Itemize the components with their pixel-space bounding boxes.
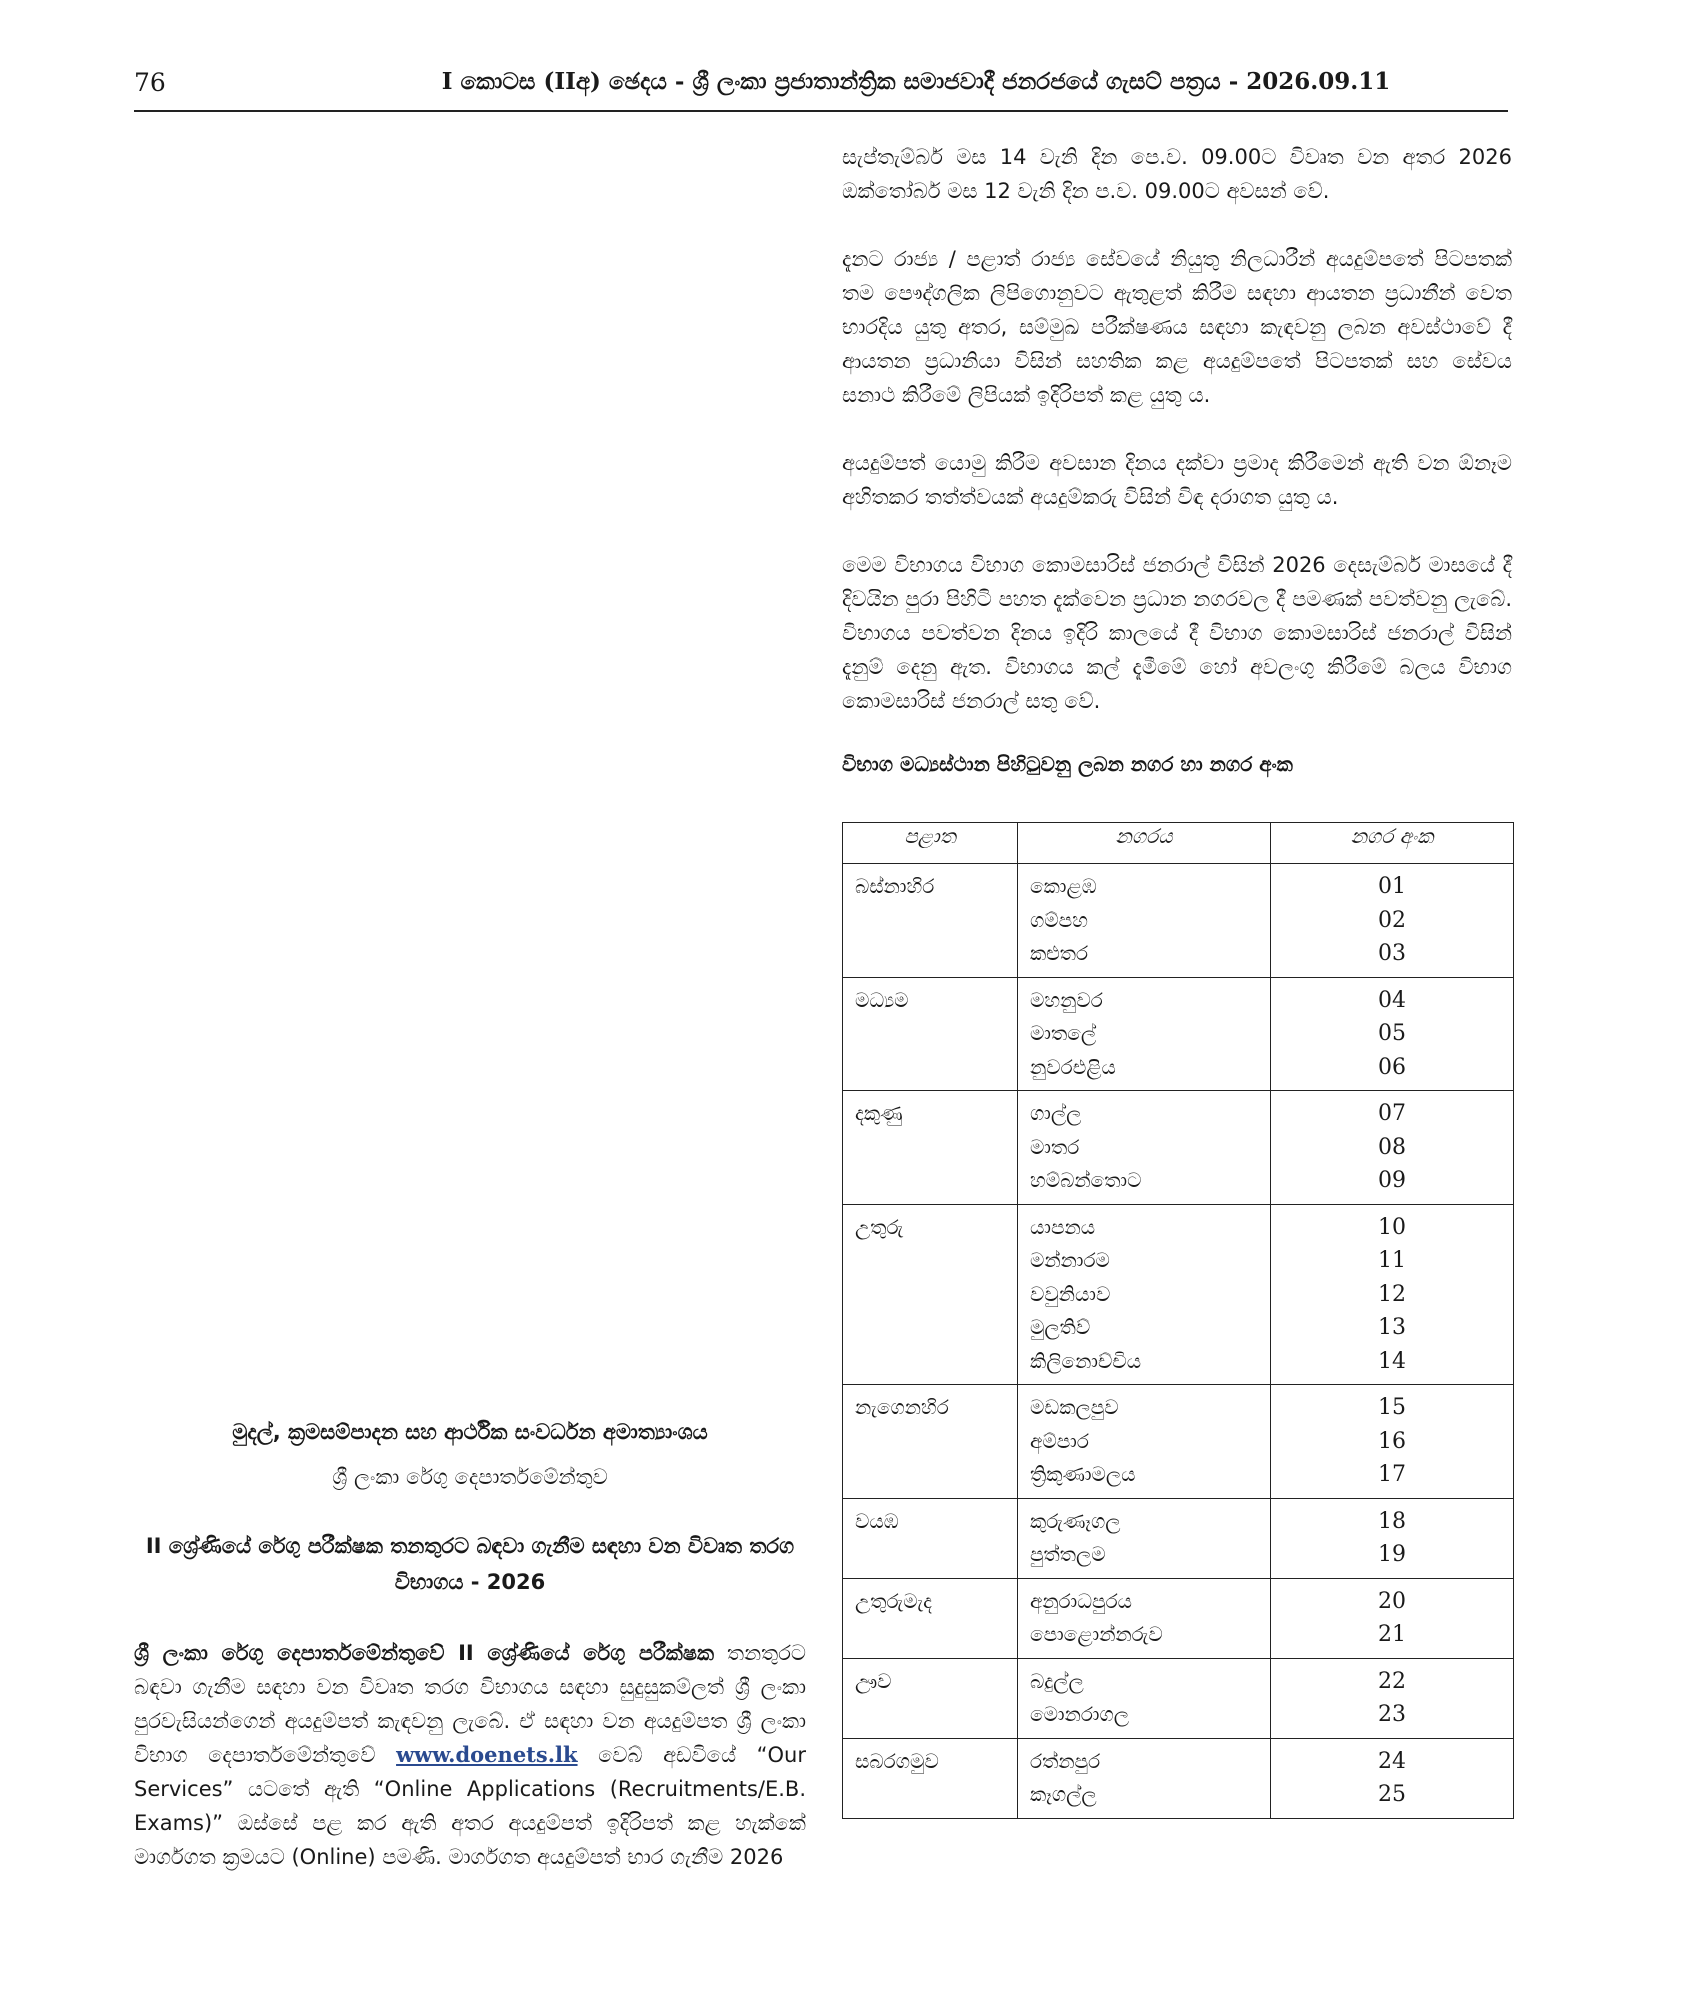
city-name: මාතලේ (1030, 1021, 1097, 1045)
city-code: 17 (1378, 1462, 1406, 1487)
table-row (843, 1658, 1514, 1738)
province-cell: උතුරුමැද (843, 1578, 1018, 1658)
city-code: 15 (1378, 1395, 1406, 1420)
exam-centres-table-body (843, 864, 1514, 1819)
city-code-cell (1271, 977, 1514, 1091)
city-code: 14 (1378, 1348, 1406, 1374)
city-name: ගාල්ල (1030, 1101, 1082, 1125)
table-row (843, 1738, 1514, 1818)
city-name: රත්නපුර (1030, 1748, 1101, 1773)
city-code: 23 (1378, 1702, 1406, 1727)
province-cell: සබරගමුව (843, 1738, 1018, 1818)
notice-text-2: වෙබ් අඩවියේ “Our Services” යටතේ ඇති “Online Applications (Recruitments/E.B. Exams)” ඔස්සේ පළ කර ඇති අතර අයදුම්පත් ඉදිරිපත් කළ හැක්කේ මාර්ගගත ක්‍රමයට (Online) පමණි. මාර්ගගත අයදුම්පත් භාර ගැනීම 2026 (134, 1743, 806, 1869)
city-name: නුවරඑළිය (1030, 1054, 1116, 1079)
province-cell: ඌව (843, 1658, 1018, 1738)
city-cell (1018, 1738, 1271, 1818)
table-row (843, 1385, 1514, 1499)
province-cell: වයඹ (843, 1498, 1018, 1578)
city-cell (1018, 1498, 1271, 1578)
city-code-cell (1271, 1091, 1514, 1205)
city-name: කෑගල්ල (1030, 1782, 1097, 1806)
city-code: 09 (1378, 1168, 1406, 1193)
city-code: 11 (1378, 1248, 1406, 1273)
city-code-cell (1271, 1578, 1514, 1658)
city-name: බදුල්ල (1030, 1668, 1084, 1693)
city-code: 16 (1378, 1428, 1406, 1454)
city-code: 05 (1378, 1021, 1406, 1046)
city-code: 01 (1378, 874, 1406, 899)
city-cell (1018, 864, 1271, 978)
city-name: කිලිනොච්චිය (1030, 1348, 1142, 1373)
city-code: 19 (1378, 1542, 1406, 1567)
city-name: අම්පාර (1030, 1428, 1089, 1453)
header-city-code: නගර අංක (1271, 823, 1514, 864)
city-cell (1018, 1091, 1271, 1205)
table-row (843, 864, 1514, 978)
province-cell: මධ්‍යම (843, 977, 1018, 1091)
paragraph-public-officers: දැනට රාජ්‍ය / පළාත් රාජ්‍ය සේවයේ නියුතු නිලධාරීන් අයදුම්පතේ පිටපතක් තම පෞද්ගලික ලිපිගොනුවට ඇතුළත් කිරීම සඳහා ආයතන ප්‍රධානීන් වෙත භාරදිය යුතු අතර, සම්මුඛ පරීක්ෂණය සඳහා කැඳවනු ලබන අවස්ථාවේ දී ආයතන ප්‍රධානියා විසින් සහතික කළ අයදුම්පතේ පිටපතක් සහ සේවය සනාථ කිරීමේ ලිපියක් ඉදිරිපත් කළ යුතු ය. (842, 247, 1512, 407)
city-code: 06 (1378, 1054, 1406, 1080)
header-province: පළාත (843, 823, 1018, 864)
city-name: කොළඹ (1030, 874, 1097, 898)
department-name: ශ්‍රී ලංකා රේගු දෙපාර්තමේන්තුව (332, 1465, 608, 1489)
city-name: වවුනියාව (1030, 1281, 1111, 1306)
province-cell: නැගෙනහිර (843, 1385, 1018, 1499)
city-name: මහනුවර (1030, 987, 1103, 1012)
city-code-cell (1271, 864, 1514, 978)
paragraph-application-period: සැප්තැම්බර් මස 14 වැනි දින පෙ.ව. 09.00ට විවෘත වන අතර 2026 ඔක්තෝබර් මස 12 වැනි දින ප.ව. 09.00ට අවසන් වේ. (842, 145, 1512, 203)
city-name: කුරුණෑගල (1030, 1508, 1121, 1533)
city-code: 03 (1378, 941, 1406, 966)
city-cell (1018, 1385, 1271, 1499)
city-name: ගම්පහ (1030, 907, 1088, 932)
exam-centres-heading: විභාග මධ්‍යස්ථාන පිහිටුවනු ලබන නගර හා නගර අංක (842, 752, 1293, 776)
city-cell (1018, 977, 1271, 1091)
header-city: නගරය (1018, 823, 1271, 864)
city-code: 10 (1378, 1214, 1406, 1240)
city-code: 21 (1378, 1622, 1406, 1647)
city-name: පුත්තලම (1030, 1542, 1106, 1566)
city-code: 13 (1378, 1315, 1406, 1340)
table-row (843, 1204, 1514, 1385)
province-cell: බස්නාහිර (843, 864, 1018, 978)
city-name: හම්බන්තොට (1030, 1168, 1142, 1192)
city-cell (1018, 1578, 1271, 1658)
city-code: 12 (1378, 1281, 1406, 1307)
table-row (843, 1578, 1514, 1658)
city-code: 25 (1378, 1782, 1406, 1807)
city-name: මාතර (1030, 1134, 1080, 1159)
city-name: කළුතර (1030, 941, 1089, 965)
city-code: 07 (1378, 1101, 1406, 1126)
exam-title: II ශ්‍රේණියේ රේගු පරීක්ෂක තනතුරට බඳවා ගැනීම සඳහා වන විවෘත තරග විභාගය - 2026 (145, 1534, 795, 1594)
city-name: මන්නාරම (1030, 1248, 1110, 1272)
city-code-cell (1271, 1658, 1514, 1738)
paragraph-delay-warning: අයදුම්පත් යොමු කිරීම අවසාන දිනය දක්වා ප්‍රමාද කිරීමෙන් ඇති වන ඕනෑම අහිතකර තත්ත්වයක් අයදුම්කරු විසින් විඳ දරාගත යුතු ය. (842, 451, 1512, 509)
city-code-cell (1271, 1385, 1514, 1499)
city-code: 22 (1378, 1668, 1406, 1694)
exam-notice (134, 1636, 806, 1874)
exam-centres-table (842, 822, 1514, 1819)
city-code-cell (1271, 1738, 1514, 1818)
province-cell: දකුණු (843, 1091, 1018, 1205)
city-name: මඩකලපුව (1030, 1395, 1119, 1419)
city-code-cell (1271, 1204, 1514, 1385)
city-code-cell (1271, 1498, 1514, 1578)
table-header-row (843, 823, 1514, 864)
page-header (134, 66, 1508, 112)
table-row (843, 1091, 1514, 1205)
right-column (842, 140, 1512, 1819)
province-cell: උතුරු (843, 1204, 1018, 1385)
city-code: 18 (1378, 1508, 1406, 1534)
left-column (134, 1420, 806, 1874)
table-row (843, 977, 1514, 1091)
city-cell (1018, 1658, 1271, 1738)
city-name: පොළොන්නරුව (1030, 1622, 1163, 1646)
city-name: අනුරාධපුරය (1030, 1588, 1133, 1613)
city-code: 24 (1378, 1748, 1406, 1774)
city-code: 02 (1378, 907, 1406, 933)
city-name: ත්‍රිකුණාමලය (1030, 1462, 1136, 1486)
city-name: මොනරාගල (1030, 1702, 1130, 1726)
city-cell (1018, 1204, 1271, 1385)
gazette-header-title: I කොටස (IIඅ) ඡෙදය - ශ්‍රී ලංකා ප්‍රජාතාන්ත්‍රික සමාජවාදී ජනරජයේ ගැසට් පත්‍රය - 2026.09.11 (441, 68, 1391, 95)
city-code: 20 (1378, 1588, 1406, 1614)
doenets-link[interactable]: www.doenets.lk (396, 1742, 578, 1767)
page-number: 76 (134, 68, 166, 97)
city-code: 08 (1378, 1134, 1406, 1160)
city-name: මුලතිව් (1030, 1315, 1091, 1339)
city-code: 04 (1378, 987, 1406, 1013)
notice-bold-lead: ශ්‍රී ලංකා රේගු දෙපාර්තමේන්තුවේ II ශ්‍රේණියේ රේගු පරීක්ෂක (134, 1641, 715, 1665)
ministry-name: මුදල්, ක්‍රමසම්පාදන සහ ආර්ථික සංවර්ධන අමාත්‍යාංශය (232, 1420, 708, 1444)
notice-text-1: තනතුරට බඳවා ගැනීම සඳහා වන විවෘත තරග විභාගය සඳහා සුදුසුකම්ලත් ශ්‍රී ලංකා පුරවැසියන්ගෙන් අයදුම්පත් කැඳවනු ලැබේ. ඒ සඳහා වන අයදුම්පත ශ්‍රී ලංකා විභාග දෙපාර්තමේන්තුවේ (134, 1641, 806, 1767)
table-row (843, 1498, 1514, 1578)
paragraph-exam-conduct: මෙම විභාගය විභාග කොමසාරිස් ජනරාල් විසින් 2026 දෙසැම්බර් මාසයේ දී දිවයින පුරා පිහිටි පහත දැක්වෙන ප්‍රධාන නගරවල දී පමණක් පවත්වනු ලැබේ. විභාගය පවත්වන දිනය ඉදිරි කාලයේ දී විභාග කොමසාරිස් ජනරාල් විසින් දැනුම් දෙනු ඇත. විභාගය කල් දැමීමේ හෝ අවලංගු කිරීමේ බලය විභාග කොමසාරිස් ජනරාල් සතු වේ. (842, 553, 1512, 713)
city-name: යාපනය (1030, 1214, 1096, 1239)
